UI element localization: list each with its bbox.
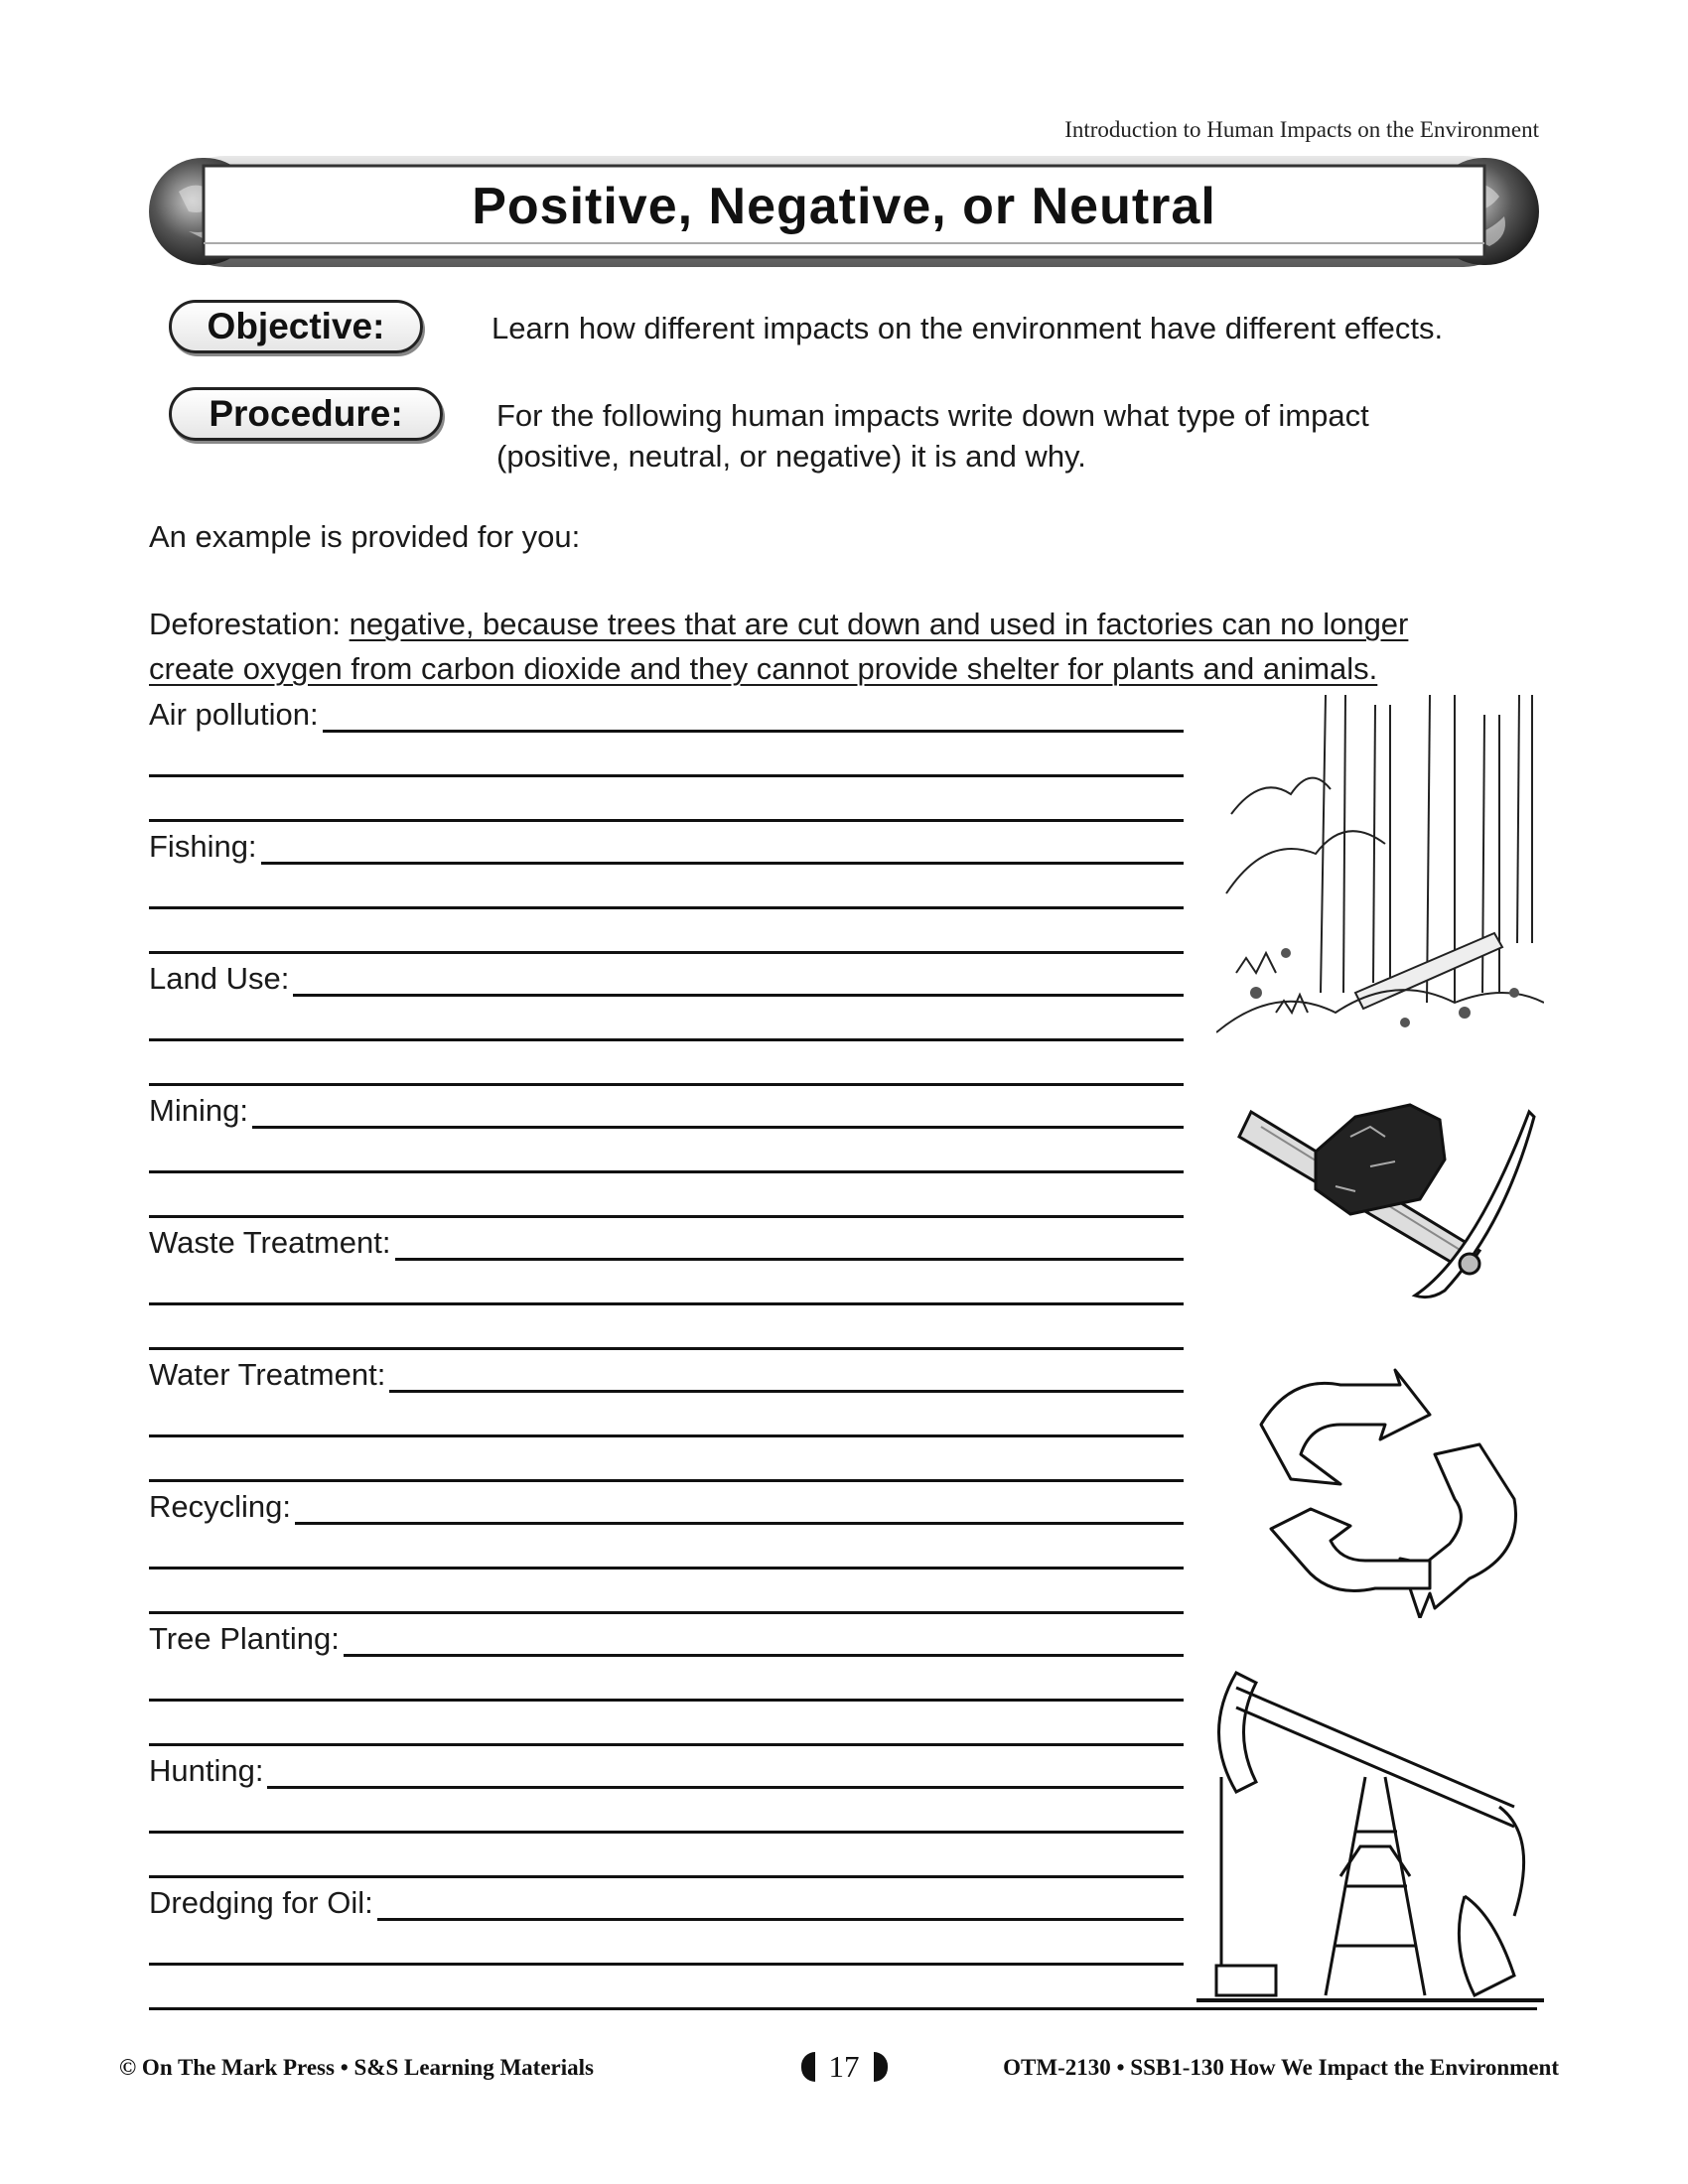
item-label: Mining: [149,1093,252,1129]
page-number: 17 [828,2049,860,2084]
answer-line[interactable] [149,1347,1184,1350]
answer-line[interactable] [149,1126,1184,1129]
answer-line[interactable] [149,1831,1184,1834]
page-marker-left-icon [801,2052,815,2082]
item-label: Land Use: [149,961,293,997]
answer-line[interactable] [149,1434,1184,1437]
answer-line[interactable] [149,1038,1184,1041]
answer-line[interactable] [149,774,1184,777]
oil-pump-jack-illustration [1196,1668,1544,2010]
example-answer-line-1: negative, because trees that are cut down and used in factories can no longer [349,607,1409,641]
page-title: Positive, Negative, or Neutral [472,178,1216,235]
running-head: Introduction to Human Impacts on the Environment [1064,117,1539,142]
example-term: Deforestation: [149,607,341,641]
item-label: Air pollution: [149,697,323,733]
example-block [149,604,1539,689]
item-label: Waste Treatment: [149,1225,395,1261]
example-answer-line-2: create oxygen from carbon dioxide and they cannot provide shelter for plants and animals. [149,651,1378,686]
procedure-line-1: For the following human impacts write down what type of impact [496,398,1369,433]
answer-line[interactable] [149,1786,1184,1789]
answer-line[interactable] [149,1522,1184,1525]
answer-line[interactable] [149,1611,1184,1614]
pickaxe-coal-illustration [1231,1097,1539,1300]
answer-line[interactable] [149,906,1184,909]
page-number-badge [789,2047,899,2087]
example-line-1 [149,604,1539,644]
answer-line[interactable] [149,819,1184,822]
forest-illustration [1216,695,1544,1052]
item-label: Recycling: [149,1489,295,1525]
answer-line[interactable] [149,1875,1184,1878]
answer-line[interactable] [149,862,1184,865]
item-label: Water Treatment: [149,1357,389,1393]
procedure-line-2: (positive, neutral, or negative) it is and why. [496,439,1086,474]
answer-line[interactable] [149,994,1184,997]
recycling-symbol-icon [1251,1360,1529,1618]
procedure-text [496,395,1539,477]
answer-line[interactable] [149,1302,1184,1305]
answer-line[interactable] [149,1083,1184,1086]
answer-line[interactable] [149,1215,1184,1218]
answer-line[interactable] [149,1743,1184,1746]
procedure-label: Procedure: [169,387,443,441]
answer-line[interactable] [149,1963,1184,1966]
answer-line[interactable] [149,1567,1184,1570]
example-intro: An example is provided for you: [149,519,581,554]
item-label: Hunting: [149,1753,267,1789]
answer-line[interactable] [149,1479,1184,1482]
objective-label: Objective: [169,300,423,353]
item-label: Fishing: [149,829,261,865]
answer-line[interactable] [149,951,1184,954]
answer-line[interactable] [149,1170,1184,1173]
item-label: Tree Planting: [149,1621,344,1657]
item-label: Dredging for Oil: [149,1885,377,1921]
answer-line[interactable] [149,1699,1184,1702]
page-marker-right-icon [874,2052,888,2082]
footer-copyright: © On The Mark Press • S&S Learning Materials [119,2055,594,2080]
objective-text: Learn how different impacts on the environment have different effects. [492,311,1444,345]
footer-series: OTM-2130 • SSB1-130 How We Impact the Environment [1003,2055,1559,2080]
